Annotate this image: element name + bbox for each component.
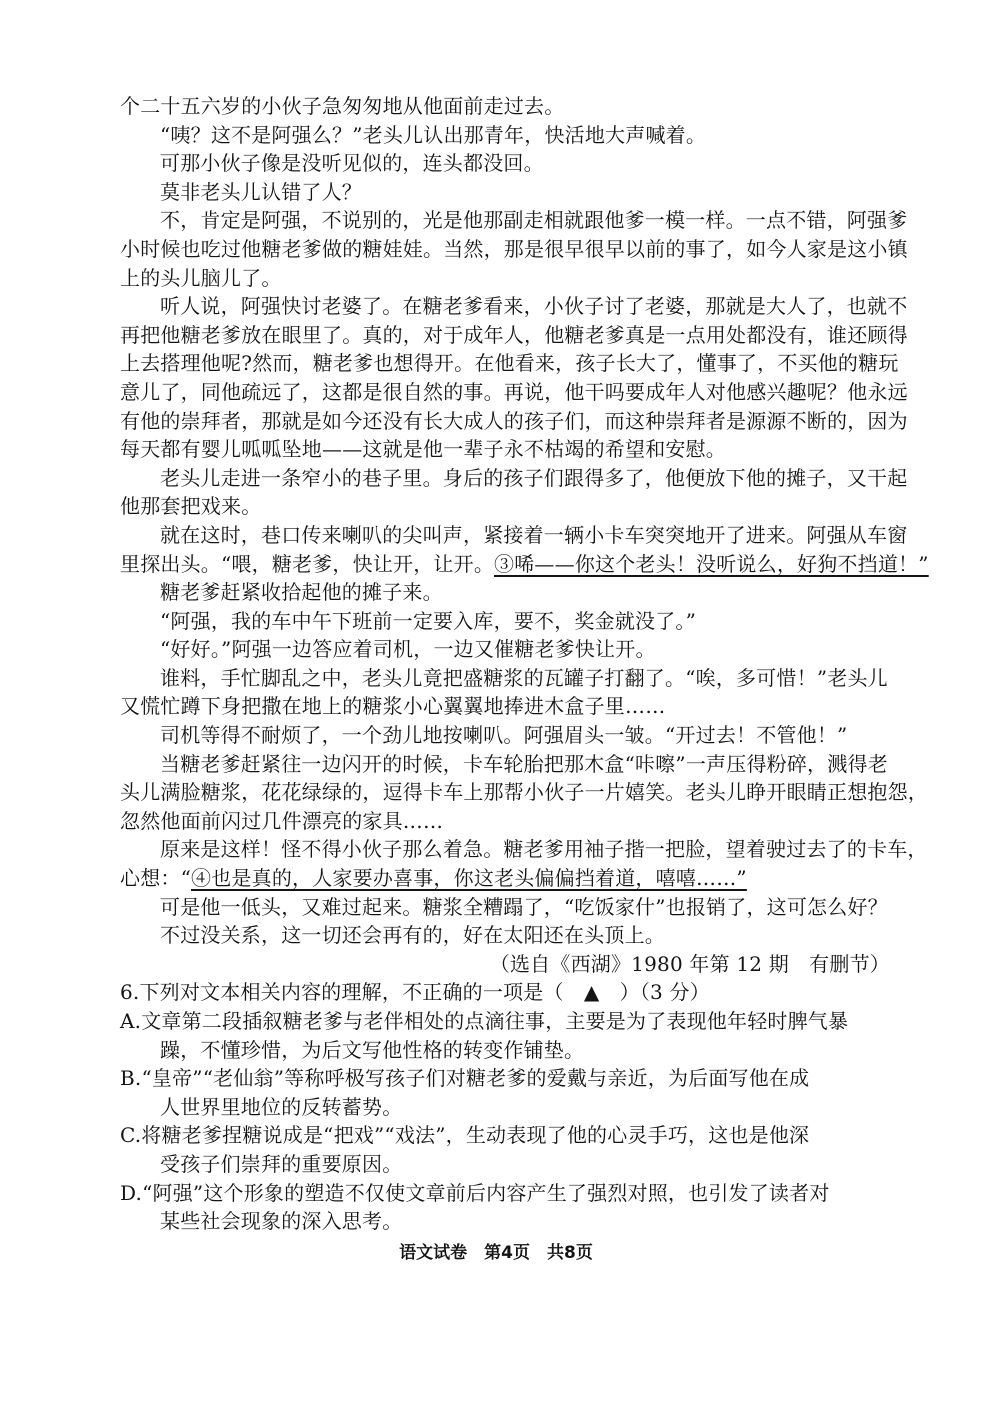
- story-line-text: 里探出头。“喂，糖老爹，快让开，让开。: [120, 551, 495, 576]
- story-line-text: 忽然他面前闪过几件漂亮的家具……: [120, 808, 444, 833]
- option-line: [120, 1179, 890, 1208]
- story-line-text: 头儿满脸糖浆，花花绿绿的，逗得卡车上那帮小伙子一片嬉笑。老头儿睁开眼睛正想抱怨，: [120, 780, 928, 805]
- story-line: [120, 635, 890, 664]
- story-line-text: “阿强，我的车中午下班前一定要入库，要不，奖金就没了。”: [160, 608, 697, 633]
- story-line-text: “咦？这不是阿强么？”老头儿认出那青年，快活地大声喊着。: [160, 122, 707, 147]
- underlined-sentence: ③唏——你这个老头！没听说么，好狗不挡道！”: [494, 551, 929, 576]
- story-line-text: 当糖老爹赶紧往一边闪开的时候，卡车轮胎把那木盒“咔嚓”一声压得粉碎，溅得老: [160, 751, 888, 776]
- option-line-text: B.“皇帝”“老仙翁”等称呼极写孩子们对糖老爹的爱戴与亲近，为后面写他在成: [120, 1066, 810, 1091]
- story-line-text: 老头儿走进一条窄小的巷子里。身后的孩子们跟得多了，他便放下他的摊子，又干起: [160, 465, 908, 490]
- story-line: [120, 750, 890, 779]
- page-footer: 语文试卷 第4页 共8页: [399, 1243, 593, 1263]
- story-line: [120, 521, 908, 550]
- option-line-text: 受孩子们崇拜的重要原因。: [160, 1151, 403, 1176]
- story-line: [120, 292, 908, 321]
- story-line-text: 可那小伙子像是没听见似的，连头都没回。: [160, 151, 544, 176]
- option-line: [120, 1121, 890, 1150]
- story-line: [120, 893, 890, 922]
- story-line-text: 再把他糖老爹放在眼里了。真的，对于成年人，他糖老爹真是一点用处都没有，谁还顾得: [120, 322, 908, 347]
- story-line-text: 司机等得不耐烦了，一个劲儿地按喇叭。阿强眉头一皱。“开过去！不管他！”: [160, 723, 848, 748]
- story-line: [120, 464, 908, 493]
- question-options: [120, 1007, 890, 1236]
- story-line-text: 可是他一低头，又难过起来。糖浆全糟蹋了，“吃饭家什”也报销了，这可怎么好？: [160, 894, 888, 919]
- story-line: [120, 178, 890, 207]
- story-line: [120, 835, 928, 864]
- story-line-text: 莫非老头儿认错了人？: [160, 179, 362, 204]
- option-line-text: 某些社会现象的深入思考。: [160, 1209, 403, 1234]
- story-line: [120, 235, 908, 264]
- story-line: [120, 721, 890, 750]
- story-line-text: 心想：“: [120, 866, 192, 891]
- story-line: [120, 149, 890, 178]
- story-line-text: 原来是这样！怪不得小伙子那么着急。糖老爹用袖子揩一把脸，望着驶过去了的卡车，: [160, 837, 928, 862]
- story-line-text: 不，肯定是阿强，不说别的，光是他那副走相就跟他爹一模一样。一点不错，阿强爹: [160, 208, 908, 233]
- story-line: [120, 921, 890, 950]
- option-line: [120, 1064, 890, 1093]
- story-line: [120, 550, 929, 579]
- option-line-text: C.将糖老爹捏糖说成是“把戏”“戏法”，生动表现了他的心灵手巧，这也是他深: [120, 1123, 810, 1148]
- story-line: [120, 435, 890, 464]
- underlined-sentence: ④也是真的，人家要办喜事，你这老头偏偏挡着道，嘻嘻……”: [191, 866, 747, 891]
- story-line: [120, 206, 908, 235]
- story-line: [120, 407, 908, 436]
- story-passage: [120, 92, 929, 950]
- story-line-text: 上去搭理他呢?然而，糖老爹也想得开。在他看来，孩子长大了，懂事了，不买他的糖玩: [120, 351, 899, 376]
- story-line-text: 每天都有婴儿呱呱坠地——这就是他一辈子永不枯竭的希望和安慰。: [120, 437, 726, 462]
- story-line-text: 有他的崇拜者，那就是如今还没有长大成人的孩子们，而这种崇拜者是源源不断的，因为: [120, 408, 908, 433]
- story-line: [120, 578, 890, 607]
- story-line: [120, 607, 890, 636]
- story-line-text: 就在这时，巷口传来喇叭的尖叫声，紧接着一辆小卡车突突地开了进来。阿强从车窗: [160, 522, 908, 547]
- page-body: [120, 92, 929, 1236]
- story-line: [120, 807, 890, 836]
- story-line: [120, 121, 890, 150]
- story-line-text: 他那套把戏来。: [120, 494, 262, 519]
- option-line: [120, 1150, 890, 1179]
- story-line-text: 听人说，阿强快讨老婆了。在糖老爹看来，小伙子讨了老婆，那就是大人了，也就不: [160, 294, 908, 319]
- option-line: [120, 1093, 890, 1122]
- question-stem: 6.下列对文本相关内容的理解，不正确的一项是（ ▲ ）（3 分）: [120, 980, 710, 1005]
- story-line: [120, 864, 890, 893]
- source-citation: （选自《西湖》1980 年第 12 期 有删节）: [489, 951, 890, 976]
- option-line: [120, 1007, 890, 1036]
- story-line: [120, 778, 928, 807]
- story-line: [120, 264, 890, 293]
- story-line-text: 小时候也吃过他糖老爹做的糖娃娃。当然，那是很早很早以前的事了，如今人家是这小镇: [120, 236, 908, 261]
- story-line-text: 上的头儿脑儿了。: [120, 265, 282, 290]
- story-line-text: 谁料，手忙脚乱之中，老头儿竟把盛糖浆的瓦罐子打翻了。“唉，多可惜！”老头儿: [160, 665, 888, 690]
- option-line-text: 人世界里地位的反转蓄势。: [160, 1094, 403, 1119]
- question-6: [120, 978, 890, 1235]
- story-line-text: “好好。”阿强一边答应着司机，一边又催糖老爹快让开。: [160, 637, 656, 662]
- story-line: [120, 92, 890, 121]
- option-line-text: A.文章第二段插叙糖老爹与老伴相处的点滴往事，主要是为了表现他年轻时脾气暴: [120, 1009, 849, 1033]
- story-line-text: 糖老爹赶紧收拾起他的摊子来。: [160, 580, 443, 605]
- option-line-text: 躁，不懂珍惜，为后文写他性格的转变作铺垫。: [160, 1037, 585, 1062]
- story-line: [120, 664, 890, 693]
- story-line-text: 个二十五六岁的小伙子急匆匆地从他面前走过去。: [120, 94, 565, 118]
- story-line-text: 意儿了，同他疏远了，这都是很自然的事。再说，他干吗要成年人对他感兴趣呢？他永远: [120, 379, 908, 404]
- story-line: [120, 692, 890, 721]
- option-line: [120, 1207, 890, 1236]
- story-line-text: 又慌忙蹲下身把撒在地上的糖浆小心翼翼地捧进木盒子里……: [120, 694, 666, 719]
- option-line-text: D.“阿强”这个形象的塑造不仅使文章前后内容产生了强烈对照，也引发了读者对: [120, 1180, 830, 1205]
- story-line: [120, 349, 899, 378]
- story-line: [120, 378, 908, 407]
- option-line: [120, 1036, 890, 1065]
- story-line-text: 不过没关系，这一切还会再有的，好在太阳还在头顶上。: [160, 923, 665, 948]
- story-line: [120, 492, 890, 521]
- story-line: [120, 321, 908, 350]
